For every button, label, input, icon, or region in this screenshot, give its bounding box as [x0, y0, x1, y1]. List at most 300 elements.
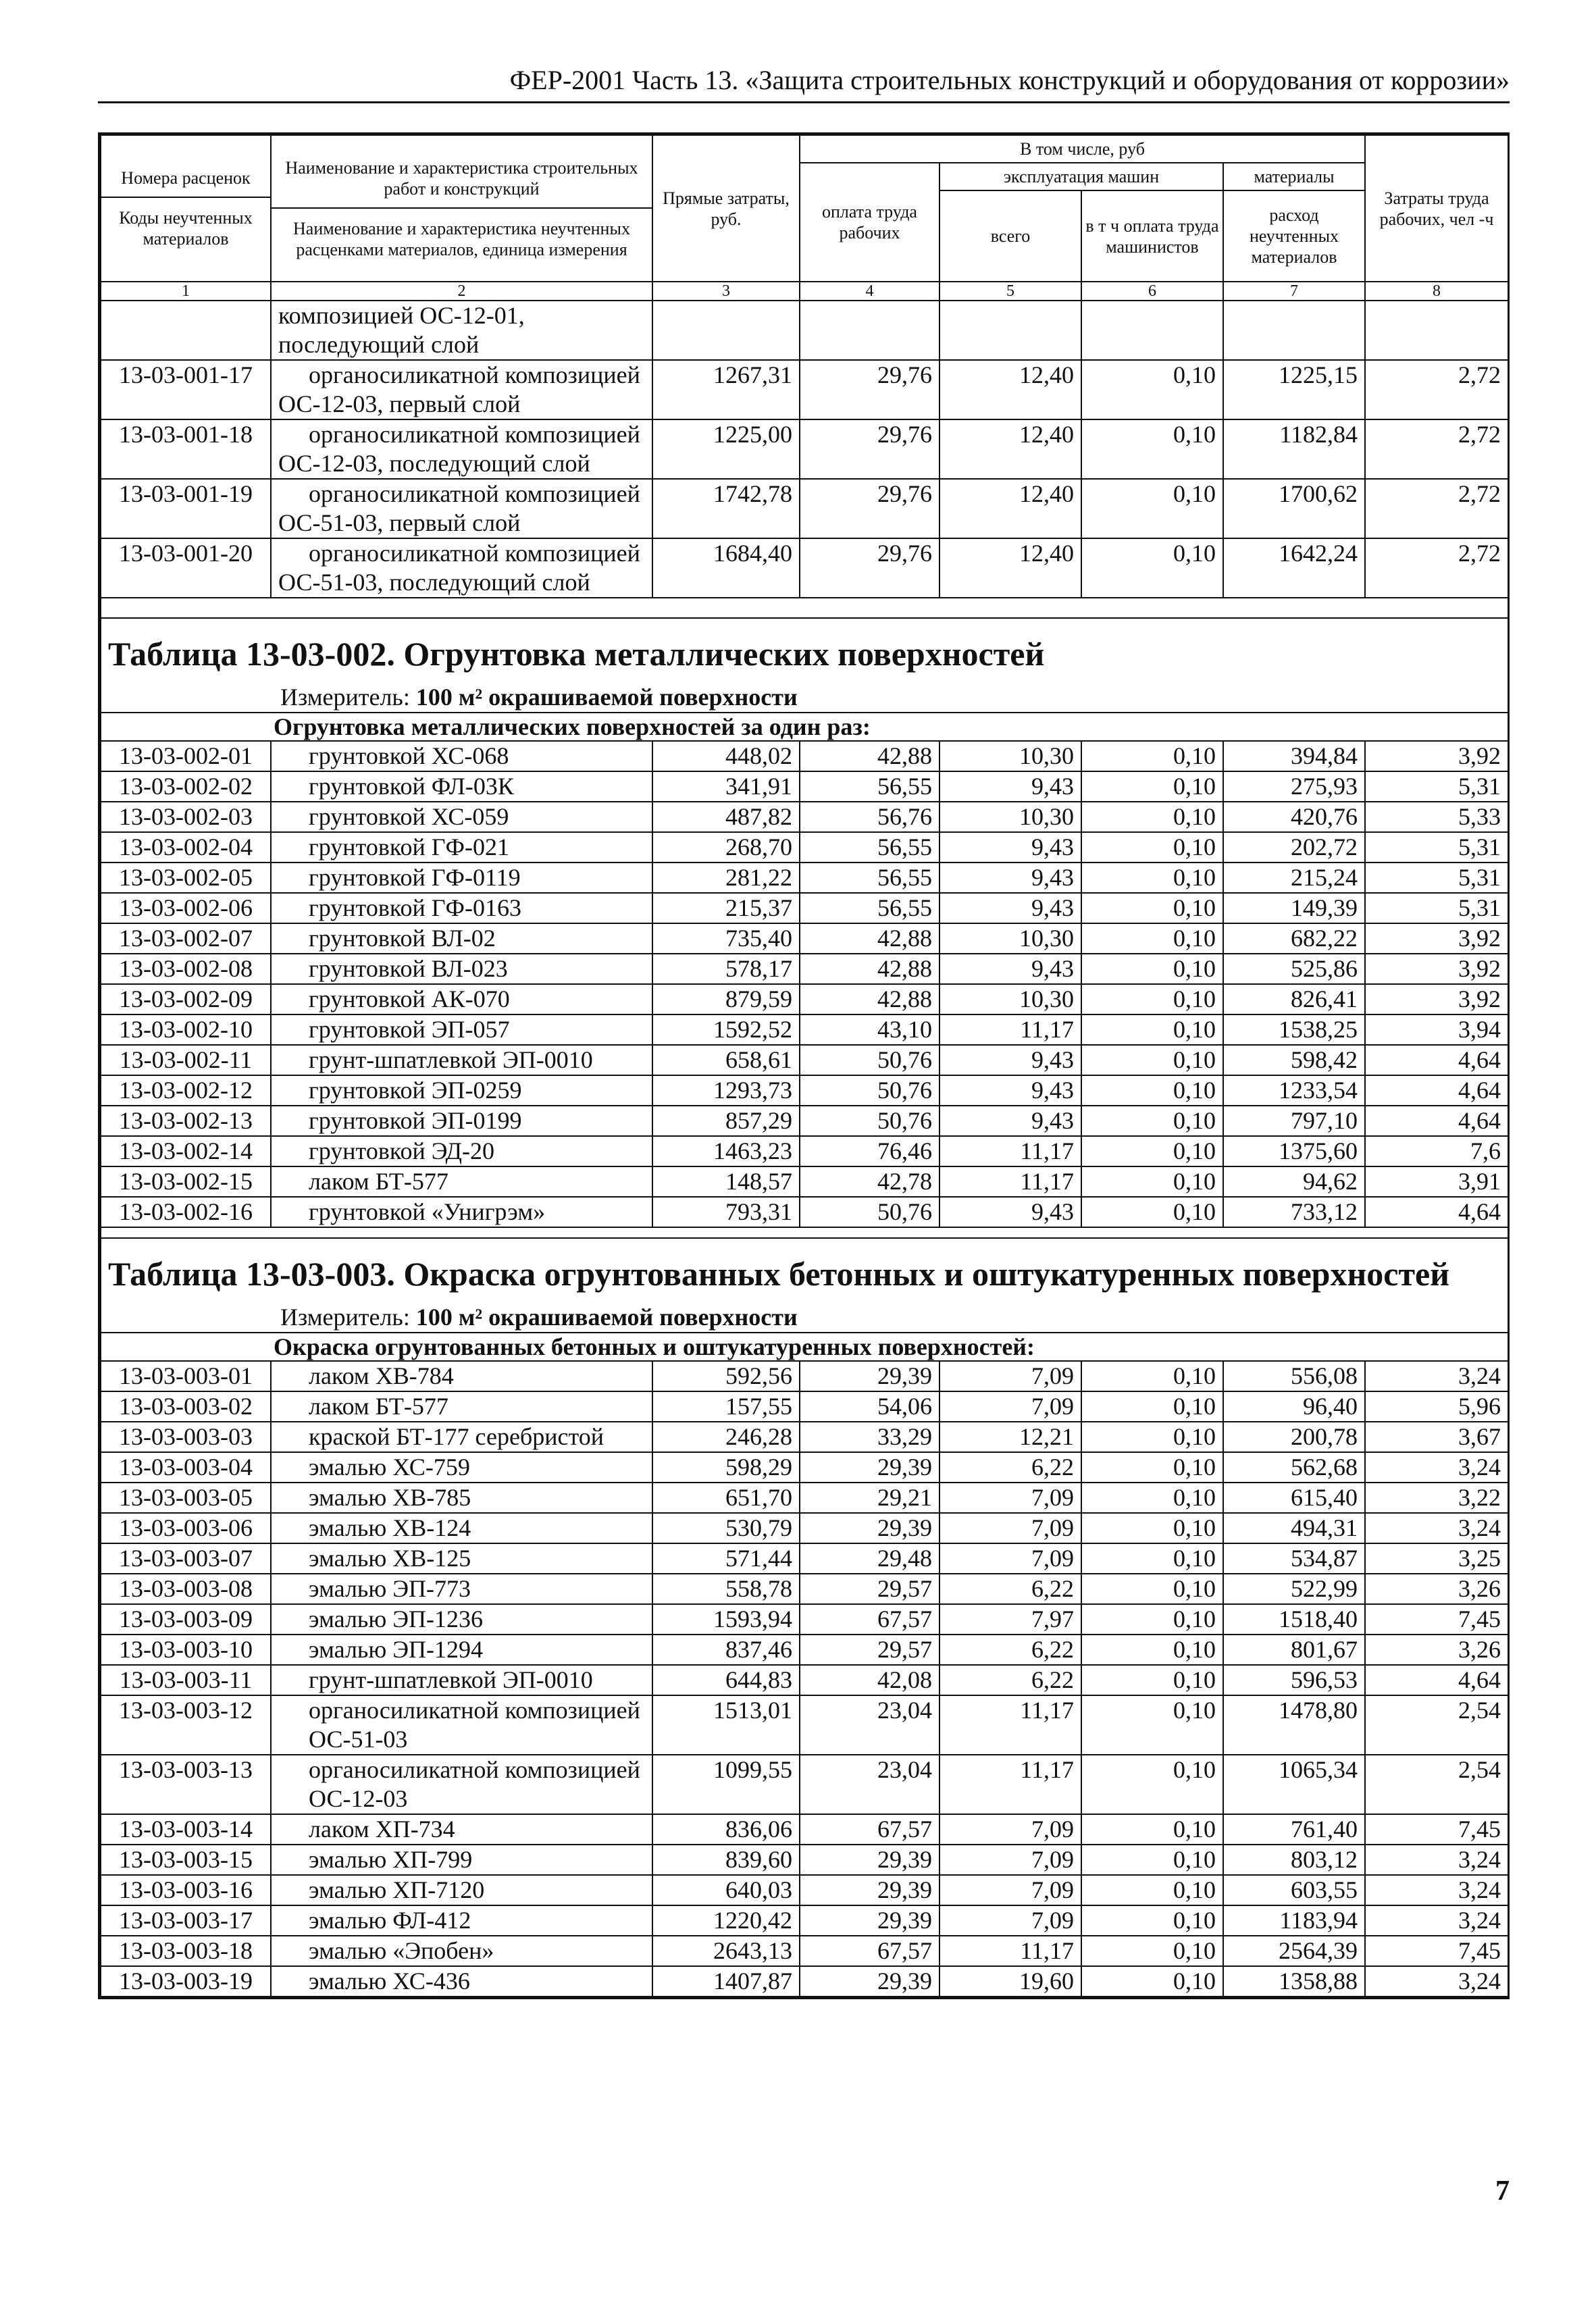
rates-sheet	[98, 132, 1510, 1999]
table-title: Таблица 13-03-003. Окраска огрунтованных бетонных и оштукатуренных поверхностей	[108, 1255, 1450, 1293]
machinist-pay: 0,10	[1081, 1665, 1223, 1695]
table-row	[101, 1361, 1508, 1391]
labor-hours: 5,31	[1365, 893, 1508, 923]
machinist-pay: 0,10	[1081, 1695, 1223, 1755]
worker-pay: 67,57	[800, 1936, 939, 1966]
rate-code: 13-03-003-12	[101, 1695, 271, 1755]
materials-cost: 803,12	[1223, 1845, 1365, 1875]
table-row	[101, 1905, 1508, 1936]
direct-cost: 1463,23	[652, 1136, 800, 1166]
labor-hours: 4,64	[1365, 1045, 1508, 1075]
col-header-names	[271, 135, 652, 282]
column-number: 8	[1365, 282, 1508, 301]
direct-cost: 1267,31	[652, 360, 800, 419]
table-row	[101, 802, 1508, 832]
machinist-pay: 0,10	[1081, 1905, 1223, 1936]
materials-cost: 1642,24	[1223, 538, 1365, 598]
materials-cost: 826,41	[1223, 984, 1365, 1014]
machinist-pay: 0,10	[1081, 360, 1223, 419]
direct-cost: 487,82	[652, 802, 800, 832]
worker-pay: 29,39	[800, 1361, 939, 1391]
direct-cost: 1220,42	[652, 1905, 800, 1936]
work-name: грунтовкой АК-070	[271, 984, 652, 1014]
table-row	[101, 1106, 1508, 1136]
machinist-pay: 0,10	[1081, 1966, 1223, 1997]
direct-cost: 1513,01	[652, 1695, 800, 1755]
worker-pay: 42,08	[800, 1665, 939, 1695]
worker-pay: 67,57	[800, 1814, 939, 1845]
materials-cost: 556,08	[1223, 1361, 1365, 1391]
work-name: эмалью «Эпобен»	[271, 1936, 652, 1966]
table-row	[101, 1166, 1508, 1197]
machinist-pay: 0,10	[1081, 1543, 1223, 1574]
direct-cost: 857,29	[652, 1106, 800, 1136]
direct-cost: 1099,55	[652, 1755, 800, 1814]
labor-hours: 5,33	[1365, 802, 1508, 832]
column-number: 7	[1223, 282, 1365, 301]
work-name: грунтовкой ГФ-0163	[271, 893, 652, 923]
work-name: органосиликатной композицией ОС-12-03, последующий слой	[271, 419, 652, 479]
direct-cost: 836,06	[652, 1814, 800, 1845]
worker-pay: 29,39	[800, 1845, 939, 1875]
section-heading: Огрунтовка металлических поверхностей за один раз:	[101, 713, 1508, 741]
machines-total: 11,17	[939, 1695, 1081, 1755]
table-row	[101, 360, 1508, 419]
worker-pay: 76,46	[800, 1136, 939, 1166]
column-number-row	[101, 282, 1508, 301]
worker-pay: 50,76	[800, 1197, 939, 1227]
materials-cost: 275,93	[1223, 771, 1365, 802]
direct-cost: 658,61	[652, 1045, 800, 1075]
column-number: 3	[652, 282, 800, 301]
worker-pay: 42,88	[800, 984, 939, 1014]
materials-cost: 525,86	[1223, 954, 1365, 984]
direct-cost: 558,78	[652, 1574, 800, 1604]
col-header-worker-pay: оплата труда рабочих	[800, 163, 939, 282]
work-name: органосиликатной композицией ОС-51-03, последующий слой	[271, 538, 652, 598]
machinist-pay: 0,10	[1081, 1814, 1223, 1845]
table-row	[101, 419, 1508, 479]
labor-hours: 3,91	[1365, 1166, 1508, 1197]
direct-cost: 1592,52	[652, 1014, 800, 1045]
machinist-pay: 0,10	[1081, 984, 1223, 1014]
worker-pay: 29,39	[800, 1452, 939, 1483]
machinist-pay: 0,10	[1081, 1391, 1223, 1422]
measure-unit	[108, 1302, 1501, 1332]
worker-pay: 56,55	[800, 771, 939, 802]
worker-pay: 29,57	[800, 1635, 939, 1665]
labor-hours: 7,45	[1365, 1604, 1508, 1635]
rate-code: 13-03-002-02	[101, 771, 271, 802]
materials-cost: 615,40	[1223, 1483, 1365, 1513]
worker-pay: 29,21	[800, 1483, 939, 1513]
table-row	[101, 1513, 1508, 1543]
materials-cost: 494,31	[1223, 1513, 1365, 1543]
rate-code: 13-03-001-19	[101, 479, 271, 538]
work-name: эмалью ХП-7120	[271, 1875, 652, 1905]
work-name: лаком ХП-734	[271, 1814, 652, 1845]
labor-hours: 5,96	[1365, 1391, 1508, 1422]
work-name: грунтовкой ЭП-0199	[271, 1106, 652, 1136]
machinist-pay: 0,10	[1081, 1936, 1223, 1966]
direct-cost: 530,79	[652, 1513, 800, 1543]
col-header-including: В том числе, руб	[800, 135, 1365, 163]
materials-cost: 94,62	[1223, 1166, 1365, 1197]
direct-cost: 793,31	[652, 1197, 800, 1227]
machines-total: 9,43	[939, 954, 1081, 984]
labor-hours: 3,25	[1365, 1543, 1508, 1574]
rates-table	[100, 134, 1509, 1997]
spacer-row	[101, 598, 1508, 618]
rate-code: 13-03-002-13	[101, 1106, 271, 1136]
direct-cost: 578,17	[652, 954, 800, 984]
continuation-description: композицией ОС-12-01, последующий слой	[271, 301, 652, 360]
machines-total: 6,22	[939, 1635, 1081, 1665]
machines-total: 9,43	[939, 893, 1081, 923]
machines-total: 7,09	[939, 1875, 1081, 1905]
machines-total: 9,43	[939, 771, 1081, 802]
machinist-pay: 0,10	[1081, 863, 1223, 893]
rate-code: 13-03-002-11	[101, 1045, 271, 1075]
worker-pay: 29,76	[800, 538, 939, 598]
labor-hours: 4,64	[1365, 1106, 1508, 1136]
labor-hours: 3,94	[1365, 1014, 1508, 1045]
table-row	[101, 1452, 1508, 1483]
direct-cost: 246,28	[652, 1422, 800, 1452]
work-name: грунтовкой ВЛ-023	[271, 954, 652, 984]
materials-cost: 1183,94	[1223, 1905, 1365, 1936]
machinist-pay: 0,10	[1081, 1361, 1223, 1391]
rate-code: 13-03-002-12	[101, 1075, 271, 1106]
direct-cost: 281,22	[652, 863, 800, 893]
direct-cost: 571,44	[652, 1543, 800, 1574]
materials-cost: 2564,39	[1223, 1936, 1365, 1966]
column-number: 4	[800, 282, 939, 301]
table-row	[101, 1604, 1508, 1635]
worker-pay: 23,04	[800, 1755, 939, 1814]
col-header-material-usage: расход неучтенных материалов	[1223, 190, 1365, 282]
work-name: эмалью ФЛ-412	[271, 1905, 652, 1936]
work-name: грунтовкой ХС-068	[271, 741, 652, 771]
worker-pay: 29,76	[800, 419, 939, 479]
table-row	[101, 1695, 1508, 1755]
direct-cost: 448,02	[652, 741, 800, 771]
spacer-row	[101, 1227, 1508, 1238]
col-header-rate-numbers: Номера расценок	[121, 168, 251, 188]
rate-code: 13-03-002-05	[101, 863, 271, 893]
table-row	[101, 1936, 1508, 1966]
materials-cost: 603,55	[1223, 1875, 1365, 1905]
materials-cost: 1065,34	[1223, 1755, 1365, 1814]
table-row	[101, 893, 1508, 923]
measure-unit	[108, 682, 1501, 712]
column-number: 1	[101, 282, 271, 301]
table-row	[101, 863, 1508, 893]
work-name: грунтовкой ГФ-0119	[271, 863, 652, 893]
worker-pay: 54,06	[800, 1391, 939, 1422]
work-name: краской БТ-177 серебристой	[271, 1422, 652, 1452]
direct-cost: 1225,00	[652, 419, 800, 479]
labor-hours: 5,31	[1365, 863, 1508, 893]
labor-hours: 2,54	[1365, 1755, 1508, 1814]
rate-code: 13-03-003-15	[101, 1845, 271, 1875]
labor-hours: 3,24	[1365, 1966, 1508, 1997]
col-header-machines: эксплуатация машин	[939, 163, 1223, 190]
machinist-pay: 0,10	[1081, 1014, 1223, 1045]
machines-total: 7,09	[939, 1483, 1081, 1513]
machinist-pay: 0,10	[1081, 893, 1223, 923]
worker-pay: 50,76	[800, 1106, 939, 1136]
direct-cost: 879,59	[652, 984, 800, 1014]
machinist-pay: 0,10	[1081, 832, 1223, 863]
worker-pay: 29,39	[800, 1966, 939, 1997]
direct-cost: 592,56	[652, 1361, 800, 1391]
machines-total: 11,17	[939, 1936, 1081, 1966]
rate-code: 13-03-002-15	[101, 1166, 271, 1197]
table-row	[101, 954, 1508, 984]
rate-code: 13-03-003-14	[101, 1814, 271, 1845]
materials-cost: 420,76	[1223, 802, 1365, 832]
materials-cost: 801,67	[1223, 1635, 1365, 1665]
table-row	[101, 479, 1508, 538]
labor-hours: 2,54	[1365, 1695, 1508, 1755]
machines-total: 9,43	[939, 863, 1081, 893]
measure-label: Измеритель:	[280, 684, 416, 711]
labor-hours: 5,31	[1365, 832, 1508, 863]
rate-code: 13-03-002-10	[101, 1014, 271, 1045]
materials-cost: 1375,60	[1223, 1136, 1365, 1166]
worker-pay: 50,76	[800, 1045, 939, 1075]
measure-value: 100 м² окрашиваемой поверхности	[415, 684, 798, 711]
direct-cost: 1593,94	[652, 1604, 800, 1635]
rate-code: 13-03-003-16	[101, 1875, 271, 1905]
table-row	[101, 1635, 1508, 1665]
rate-code: 13-03-001-20	[101, 538, 271, 598]
machines-total: 12,21	[939, 1422, 1081, 1452]
table-title: Таблица 13-03-002. Огрунтовка металлических поверхностей	[108, 635, 1045, 673]
machines-total: 6,22	[939, 1665, 1081, 1695]
work-name: органосиликатной композицией ОС-51-03	[271, 1695, 652, 1755]
table-row	[101, 1814, 1508, 1845]
materials-cost: 598,42	[1223, 1045, 1365, 1075]
col-header-materials: материалы	[1223, 163, 1365, 190]
section-heading: Окраска огрунтованных бетонных и оштукатуренных поверхностей:	[101, 1333, 1508, 1361]
machines-total: 7,09	[939, 1391, 1081, 1422]
rate-code: 13-03-001-18	[101, 419, 271, 479]
direct-cost: 1742,78	[652, 479, 800, 538]
worker-pay: 29,39	[800, 1875, 939, 1905]
work-name: грунтовкой ФЛ-03К	[271, 771, 652, 802]
worker-pay: 42,88	[800, 741, 939, 771]
direct-cost: 215,37	[652, 893, 800, 923]
machines-total: 6,22	[939, 1574, 1081, 1604]
machinist-pay: 0,10	[1081, 771, 1223, 802]
table-row	[101, 771, 1508, 802]
machines-total: 10,30	[939, 984, 1081, 1014]
worker-pay: 29,48	[800, 1543, 939, 1574]
direct-cost: 1684,40	[652, 538, 800, 598]
machinist-pay: 0,10	[1081, 802, 1223, 832]
rate-code: 13-03-003-11	[101, 1665, 271, 1695]
machines-total: 9,43	[939, 832, 1081, 863]
materials-cost: 1538,25	[1223, 1014, 1365, 1045]
table-row	[101, 1574, 1508, 1604]
machinist-pay: 0,10	[1081, 1513, 1223, 1543]
work-name: грунтовкой ЭП-057	[271, 1014, 652, 1045]
table-row	[101, 1665, 1508, 1695]
direct-cost: 157,55	[652, 1391, 800, 1422]
materials-cost: 215,24	[1223, 863, 1365, 893]
table-row	[101, 1543, 1508, 1574]
direct-cost: 1407,87	[652, 1966, 800, 1997]
machines-total: 9,43	[939, 1045, 1081, 1075]
machines-total: 7,97	[939, 1604, 1081, 1635]
direct-cost: 598,29	[652, 1452, 800, 1483]
table-row	[101, 1075, 1508, 1106]
work-name: эмалью ЭП-1236	[271, 1604, 652, 1635]
labor-hours: 5,31	[1365, 771, 1508, 802]
rate-code: 13-03-003-02	[101, 1391, 271, 1422]
rate-code: 13-03-003-13	[101, 1755, 271, 1814]
table-title-row	[101, 1238, 1508, 1333]
table-row	[101, 1755, 1508, 1814]
work-name: грунтовкой ЭП-0259	[271, 1075, 652, 1106]
labor-hours: 7,45	[1365, 1814, 1508, 1845]
machines-total: 10,30	[939, 741, 1081, 771]
materials-cost: 682,22	[1223, 923, 1365, 954]
labor-hours: 4,64	[1365, 1665, 1508, 1695]
work-name: грунтовкой ГФ-021	[271, 832, 652, 863]
machinist-pay: 0,10	[1081, 1483, 1223, 1513]
machinist-pay: 0,10	[1081, 1075, 1223, 1106]
rate-code: 13-03-003-18	[101, 1936, 271, 1966]
table-row	[101, 832, 1508, 863]
work-name: грунтовкой «Унигрэм»	[271, 1197, 652, 1227]
worker-pay: 23,04	[800, 1695, 939, 1755]
worker-pay: 29,76	[800, 479, 939, 538]
materials-cost: 202,72	[1223, 832, 1365, 863]
machines-total: 7,09	[939, 1814, 1081, 1845]
table-row	[101, 1045, 1508, 1075]
table-row	[101, 1483, 1508, 1513]
machines-total: 7,09	[939, 1905, 1081, 1936]
worker-pay: 56,55	[800, 832, 939, 863]
direct-cost: 644,83	[652, 1665, 800, 1695]
machinist-pay: 0,10	[1081, 1755, 1223, 1814]
labor-hours: 4,64	[1365, 1197, 1508, 1227]
worker-pay: 56,55	[800, 893, 939, 923]
col-header-direct-costs: Прямые затраты, руб.	[652, 135, 800, 282]
rate-code: 13-03-003-06	[101, 1513, 271, 1543]
section-row	[101, 1333, 1508, 1361]
worker-pay: 42,88	[800, 923, 939, 954]
rate-code: 13-03-003-07	[101, 1543, 271, 1574]
machinist-pay: 0,10	[1081, 1136, 1223, 1166]
machines-total: 6,22	[939, 1452, 1081, 1483]
column-number: 5	[939, 282, 1081, 301]
rate-code: 13-03-003-17	[101, 1905, 271, 1936]
machines-total: 9,43	[939, 1197, 1081, 1227]
materials-cost: 1700,62	[1223, 479, 1365, 538]
materials-cost: 200,78	[1223, 1422, 1365, 1452]
work-name: органосиликатной композицией ОС-51-03, первый слой	[271, 479, 652, 538]
labor-hours: 3,22	[1365, 1483, 1508, 1513]
measure-value: 100 м² окрашиваемой поверхности	[415, 1304, 798, 1331]
work-name: эмалью ХВ-785	[271, 1483, 652, 1513]
rate-code: 13-03-002-06	[101, 893, 271, 923]
table-row	[101, 923, 1508, 954]
rate-code: 13-03-002-04	[101, 832, 271, 863]
machinist-pay: 0,10	[1081, 1845, 1223, 1875]
rate-code: 13-03-002-14	[101, 1136, 271, 1166]
rate-code: 13-03-003-04	[101, 1452, 271, 1483]
materials-cost: 394,84	[1223, 741, 1365, 771]
worker-pay: 29,57	[800, 1574, 939, 1604]
col-header-material-codes: Коды неучтенных материалов	[101, 197, 270, 249]
materials-cost: 1478,80	[1223, 1695, 1365, 1755]
labor-hours: 3,92	[1365, 984, 1508, 1014]
worker-pay: 42,78	[800, 1166, 939, 1197]
worker-pay: 50,76	[800, 1075, 939, 1106]
work-name: эмалью ХС-759	[271, 1452, 652, 1483]
work-name: лаком ХВ-784	[271, 1361, 652, 1391]
work-name: эмалью ХВ-125	[271, 1543, 652, 1574]
direct-cost: 837,46	[652, 1635, 800, 1665]
continuation-row	[101, 301, 1508, 360]
materials-cost: 1233,54	[1223, 1075, 1365, 1106]
rate-code: 13-03-002-16	[101, 1197, 271, 1227]
direct-cost: 735,40	[652, 923, 800, 954]
machines-total: 19,60	[939, 1966, 1081, 1997]
labor-hours: 7,45	[1365, 1936, 1508, 1966]
work-name: лаком БТ-577	[271, 1166, 652, 1197]
labor-hours: 3,24	[1365, 1875, 1508, 1905]
labor-hours: 3,24	[1365, 1513, 1508, 1543]
worker-pay: 33,29	[800, 1422, 939, 1452]
labor-hours: 3,92	[1365, 954, 1508, 984]
machines-total: 11,17	[939, 1136, 1081, 1166]
machines-total: 10,30	[939, 802, 1081, 832]
work-name: органосиликатной композицией ОС-12-03, первый слой	[271, 360, 652, 419]
table-row	[101, 1966, 1508, 1997]
labor-hours: 2,72	[1365, 419, 1508, 479]
worker-pay: 67,57	[800, 1604, 939, 1635]
machinist-pay: 0,10	[1081, 1574, 1223, 1604]
machines-total: 10,30	[939, 923, 1081, 954]
col-header-work-name: Наименование и характеристика строительных работ и конструкций	[285, 157, 638, 199]
labor-hours: 7,6	[1365, 1136, 1508, 1166]
machines-total: 9,43	[939, 1106, 1081, 1136]
machinist-pay: 0,10	[1081, 538, 1223, 598]
machinist-pay: 0,10	[1081, 1106, 1223, 1136]
machines-total: 12,40	[939, 479, 1081, 538]
worker-pay: 29,39	[800, 1905, 939, 1936]
work-name: органосиликатной композицией ОС-12-03	[271, 1755, 652, 1814]
rate-code: 13-03-003-01	[101, 1361, 271, 1391]
labor-hours: 2,72	[1365, 538, 1508, 598]
work-name: эмалью ХВ-124	[271, 1513, 652, 1543]
direct-cost: 341,91	[652, 771, 800, 802]
direct-cost: 268,70	[652, 832, 800, 863]
materials-cost: 761,40	[1223, 1814, 1365, 1845]
table-row	[101, 1422, 1508, 1452]
labor-hours: 3,26	[1365, 1574, 1508, 1604]
materials-cost: 596,53	[1223, 1665, 1365, 1695]
rate-code: 13-03-003-03	[101, 1422, 271, 1452]
work-name: грунт-шпатлевкой ЭП-0010	[271, 1665, 652, 1695]
labor-hours: 3,67	[1365, 1422, 1508, 1452]
work-name: эмалью ЭП-773	[271, 1574, 652, 1604]
